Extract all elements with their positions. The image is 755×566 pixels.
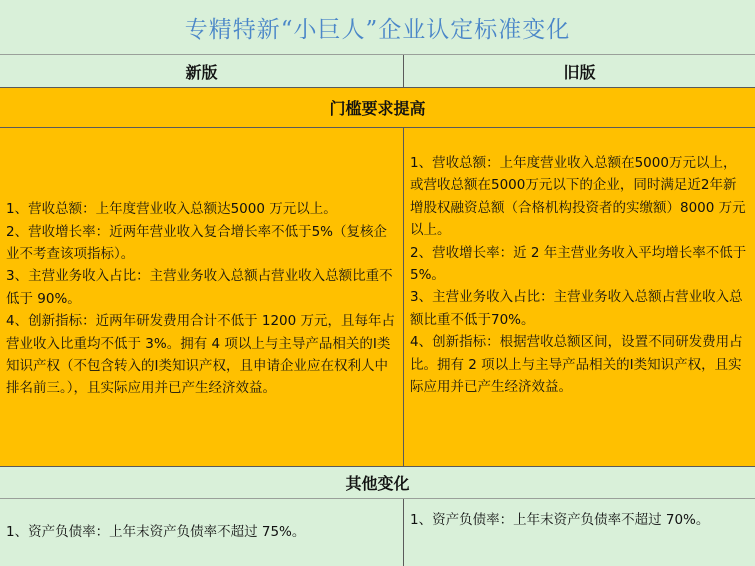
threshold-new-cell (0, 128, 404, 466)
threshold-old-item: 2、营收增长率：近 2 年主营业务收入平均增长率不低于 5%。 (410, 244, 747, 284)
threshold-old-item: 4、创新指标：根据营收总额区间，设置不同研发费用占比。拥有 2 项以上与主导产品相关的Ⅰ类知识产权，且实际应用并已产生经济效益。 (410, 334, 743, 396)
column-header-row (0, 55, 755, 88)
threshold-row (0, 128, 755, 466)
threshold-new-item: 3、主营业务收入占比：主营业务收入总额占营业收入总额比重不低于 90%。 (6, 268, 393, 307)
other-new-item: 1、资产负债率：上年末资产负债率不超过 75%。 (6, 524, 306, 541)
threshold-new-item: 1、营收总额：上年度营业收入总额达5000 万元以上。 (6, 201, 337, 218)
threshold-new-item: 2、营收增长率：近两年营业收入复合增长率不低于5%（复核企业不考查该项指标）。 (6, 223, 388, 262)
title-row (0, 0, 755, 55)
threshold-new-item: 4、创新指标：近两年研发费用合计不低于 1200 万元，且每年占营业收入比重均不低于 3%。拥有 4 项以上与主导产品相关的Ⅰ类知识产权（不包含转入的Ⅰ类知识产权，且申请企业应在权利人中排名前三。），且实际应用并已产生经济效益。 (6, 313, 396, 397)
column-header-old: 旧版 (404, 55, 755, 87)
threshold-old-cell (404, 128, 755, 466)
other-new-cell (0, 499, 404, 566)
section-other-heading: 其他变化 (0, 466, 755, 499)
other-old-cell (404, 499, 755, 566)
threshold-old-item: 1、营收总额：上年度营业收入总额在5000万元以上，或营收总额在5000万元以下的企业，同时满足近2年新增股权融资总额（合格机构投资者的实缴额）8000 万元以上。 (410, 155, 746, 239)
other-row (0, 499, 755, 566)
other-old-item: 1、资产负债率：上年末资产负债率不超过 70%。 (410, 512, 710, 528)
section-threshold-heading: 门槛要求提高 (0, 88, 755, 128)
table-title: 专精特新“小巨人”企业认定标准变化 (184, 16, 571, 43)
column-header-new: 新版 (0, 55, 404, 87)
threshold-old-item: 3、主营业务收入占比：主营业务收入总额占营业收入总额比重不低于70%。 (410, 289, 743, 328)
